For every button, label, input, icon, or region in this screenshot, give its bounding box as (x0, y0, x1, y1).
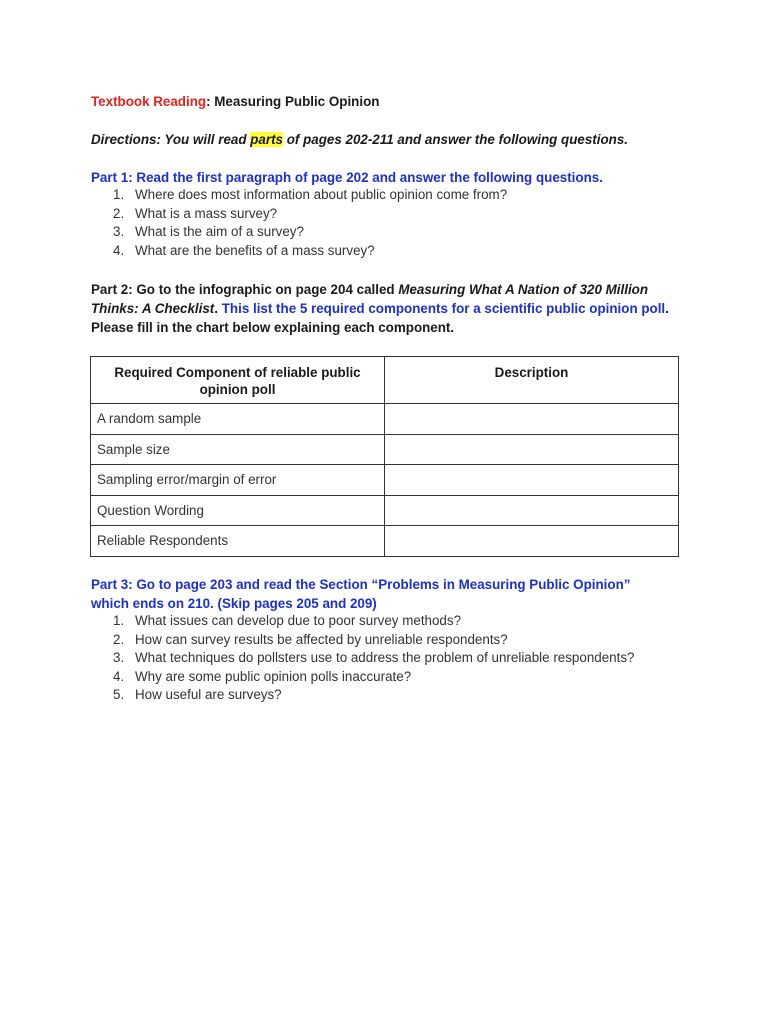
list-item: 4. What are the benefits of a mass survey? (113, 242, 375, 258)
part1-question-list (91, 186, 691, 260)
directions (91, 130, 691, 149)
title-text: Measuring Public Opinion (214, 94, 380, 109)
part1-heading: Part 1: Read the first paragraph of page 202 and answer the following questions. (91, 170, 603, 185)
table-row (91, 465, 679, 496)
part2-book-title: Measuring What A Nation of 320 Million Thinks: A Checklist (91, 282, 649, 316)
directions-highlight: parts (250, 132, 283, 147)
table-header-component: Required Component of reliable public opinion poll (91, 357, 385, 404)
directions-before: Directions: You will read (91, 132, 251, 147)
description-cell[interactable] (385, 434, 679, 465)
table-row (91, 404, 679, 435)
component-cell: Reliable Respondents (91, 526, 385, 557)
list-item: 5. How useful are surveys? (113, 687, 282, 702)
table-row (91, 434, 679, 465)
title-prefix: Textbook Reading (91, 94, 207, 109)
list-item: 1. Where does most information about public opinion come from? (113, 187, 508, 202)
component-cell: Sampling error/margin of error (91, 465, 385, 496)
document-title (91, 92, 691, 111)
description-cell[interactable] (385, 465, 679, 496)
component-cell: Question Wording (91, 495, 385, 526)
title-colon: : (206, 94, 215, 109)
list-item: 4. Why are some public opinion polls inaccurate? (113, 668, 412, 684)
part2-lead: Part 2: Go to the infographic on page 204 called (91, 282, 399, 297)
part2-paragraph (91, 280, 681, 337)
part3-question-list (91, 612, 691, 705)
part2-tail: . Please fill in the chart below explaining each component. (91, 301, 669, 335)
list-item: 2. How can survey results be affected by unreliable respondents? (113, 631, 508, 647)
list-item: 3. What techniques do pollsters use to address the problem of unreliable respondents? (113, 650, 635, 665)
list-item: 2. What is a mass survey? (113, 205, 278, 221)
table-header-description: Description (385, 357, 679, 404)
component-cell: Sample size (91, 434, 385, 465)
table-header-row (91, 357, 679, 404)
table-row (91, 526, 679, 557)
list-item: 1. What issues can develop due to poor survey methods? (113, 613, 462, 628)
list-item: 3. What is the aim of a survey? (113, 224, 304, 239)
directions-after: of pages 202-211 and answer the following questions. (283, 132, 629, 147)
components-table (90, 356, 679, 557)
table-row (91, 495, 679, 526)
part2-period: . (214, 301, 219, 316)
description-cell[interactable] (385, 526, 679, 557)
component-cell: A random sample (91, 404, 385, 435)
part2-blue-text: This list the 5 required components for a scientific public opinion poll (218, 301, 666, 316)
description-cell[interactable] (385, 495, 679, 526)
part3-heading: Part 3: Go to page 203 and read the Section “Problems in Measuring Public Opinion” which ends on 210. (Skip pages 205 and 209) (91, 577, 631, 611)
description-cell[interactable] (385, 404, 679, 435)
